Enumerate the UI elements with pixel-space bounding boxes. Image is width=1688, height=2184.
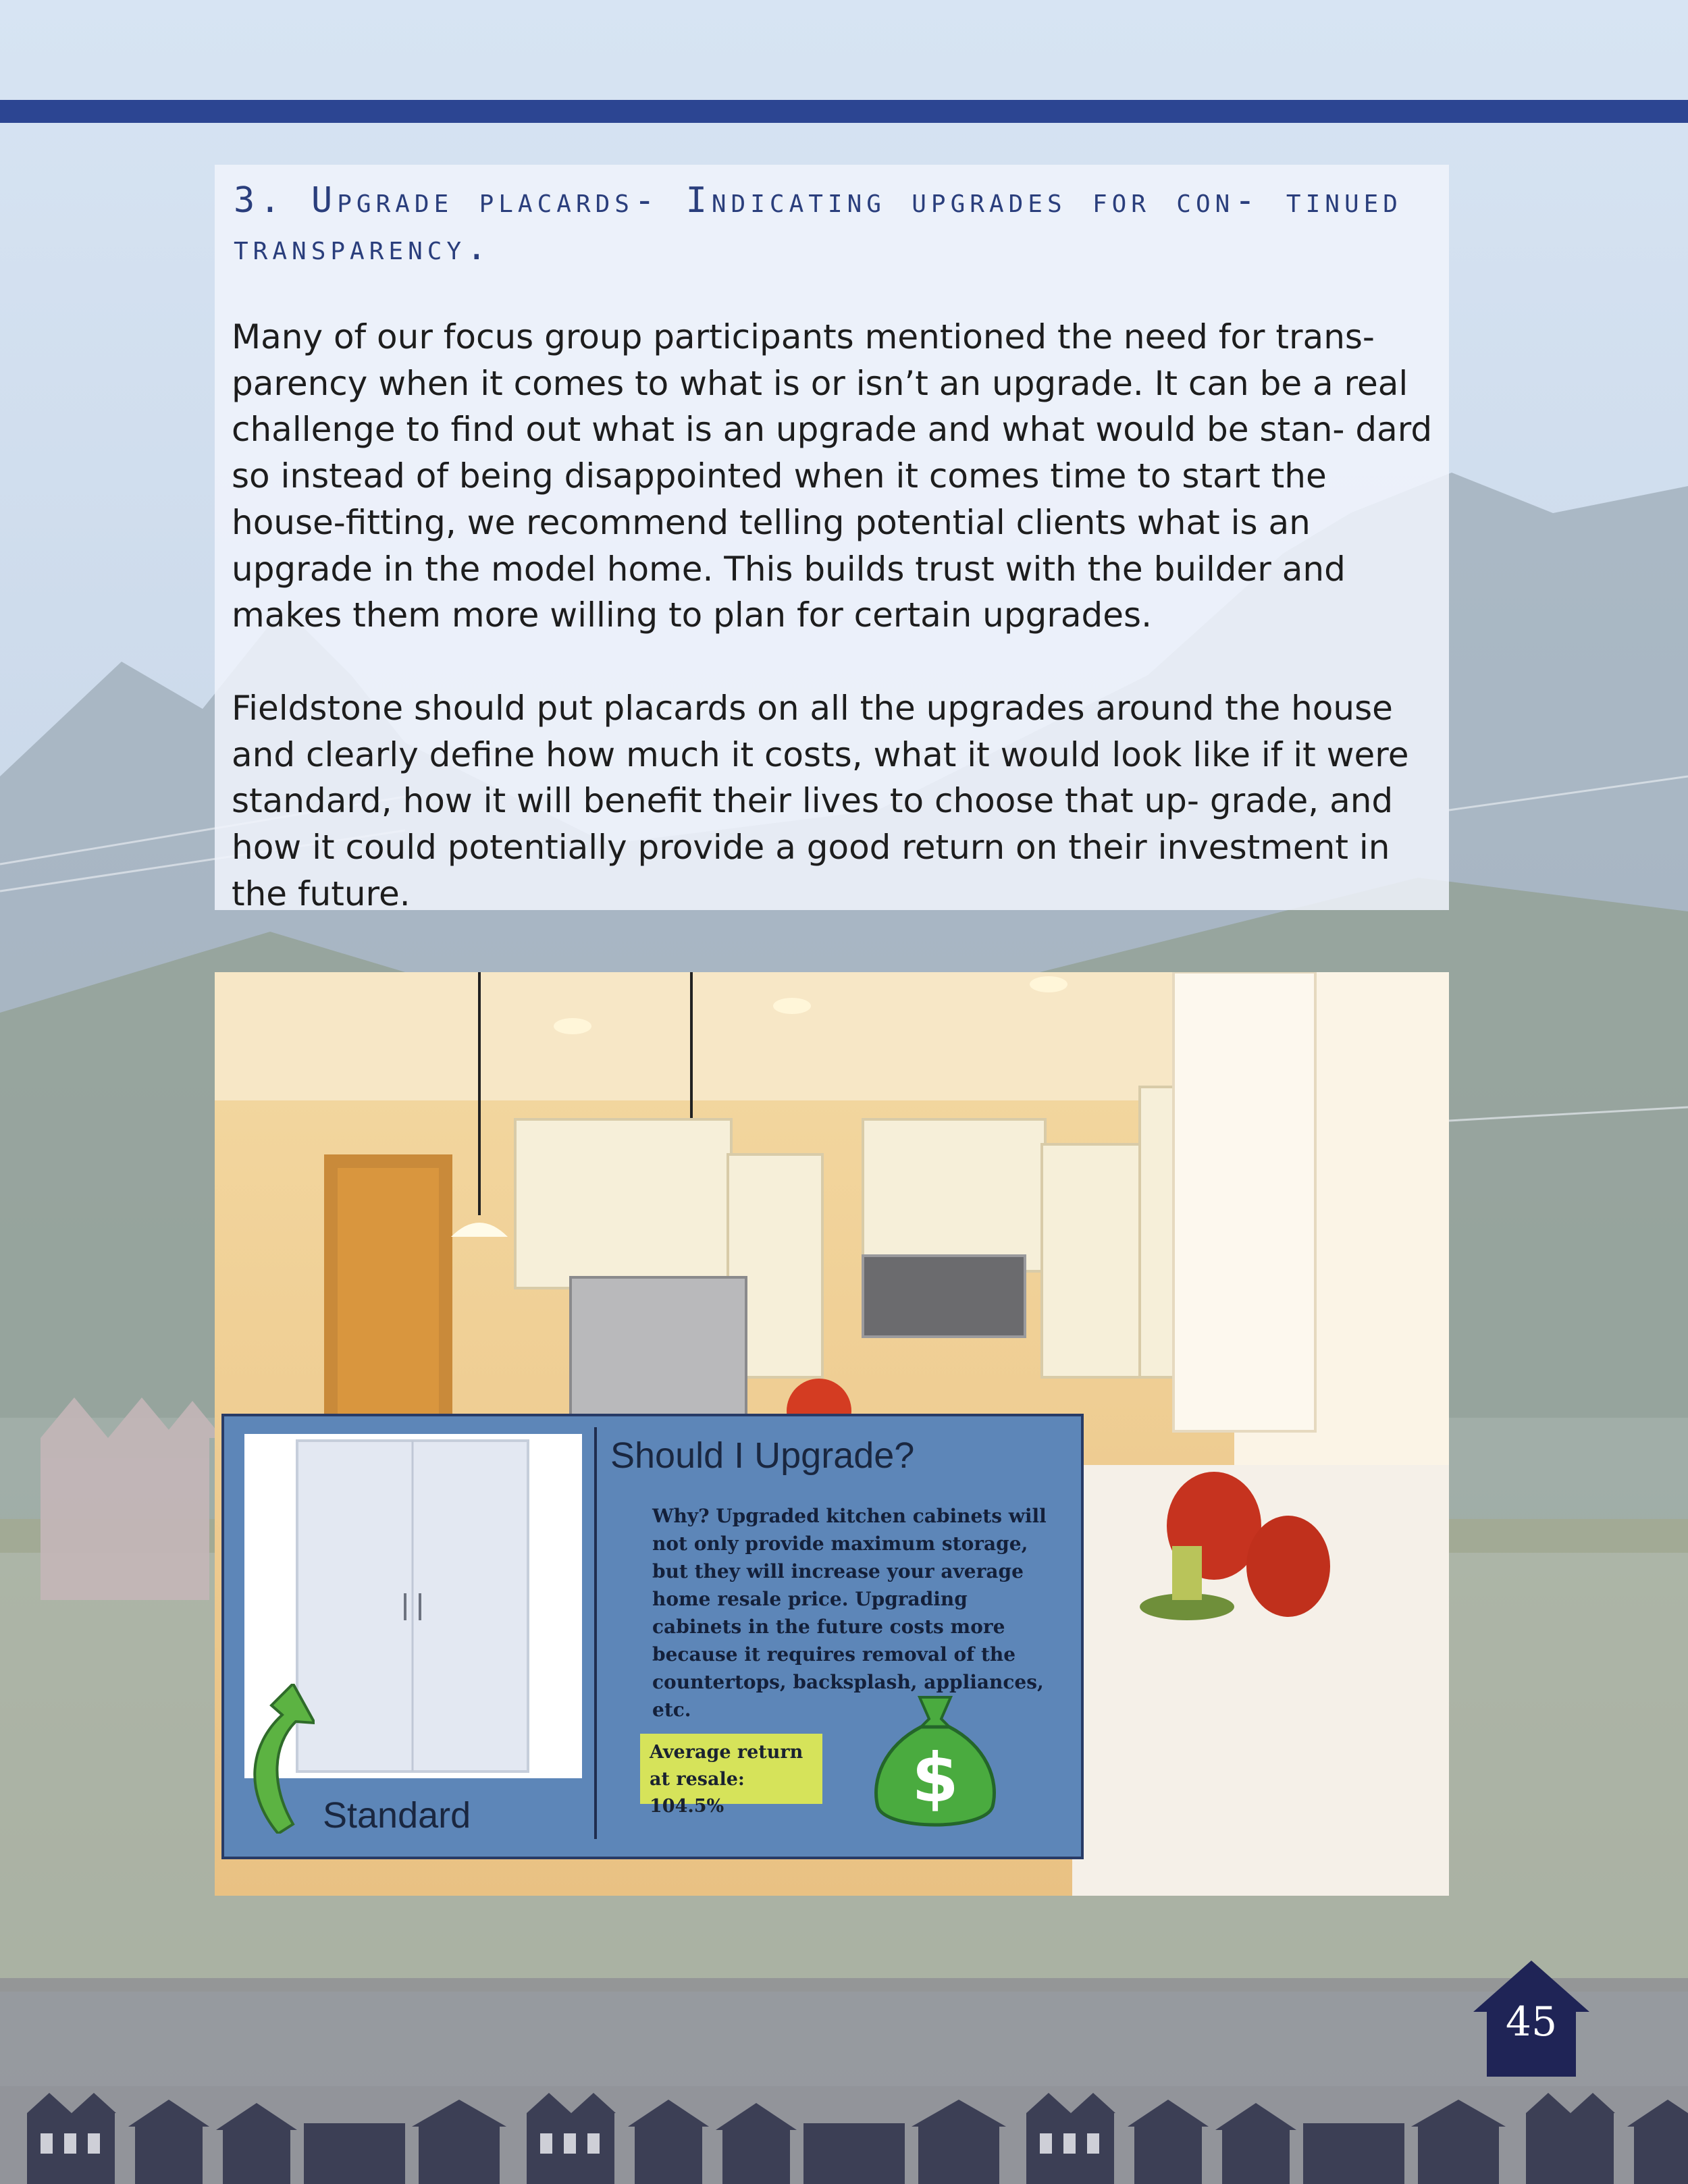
- standard-label: Standard: [323, 1795, 471, 1836]
- house-border-decoration: [0, 2086, 1688, 2184]
- curved-arrow-icon: [231, 1684, 315, 1834]
- section-heading: 3. Upgrade placards- Indicating upgrades for con- tinued transparency.: [234, 180, 1402, 268]
- dollar-sign: $: [912, 1738, 959, 1817]
- placard-title: Should I Upgrade?: [610, 1435, 915, 1476]
- money-bag-icon: [871, 1692, 999, 1835]
- paragraph-transparency: Many of our focus group participants mentioned the need for trans- parency when it comes to what is or isn’t an upgrade. It can be a real challenge to find out what is an upgrade and what would be stan- dard so instead of being disappointed when it comes time to start the house-fitting, we recommend telling potential clients what is an upgrade in the model home. This builds trust with the builder and makes them more willing to plan for certain upgrades.: [232, 317, 1433, 635]
- placard-divider: [594, 1427, 597, 1839]
- page-number: 45: [1505, 1998, 1558, 2046]
- paragraph-placards: Fieldstone should put placards on all the upgrades around the house and clearly define how much it costs, what it would look like if it were standard, how it will benefit their lives to choose that up- grade, and how it could potentially provide a good return on their investment in the future.: [232, 689, 1409, 913]
- top-accent-bar: [0, 100, 1688, 123]
- return-badge: Average return at resale: 104.5%: [640, 1734, 822, 1804]
- placard-body: Why? Upgraded kitchen cabinets will not only provide maximum storage, but they will increase your average home resale price. Upgrading cabinets in the future costs more because it requires removal of the countertops, backsplash, appliances, etc.: [652, 1505, 1047, 1721]
